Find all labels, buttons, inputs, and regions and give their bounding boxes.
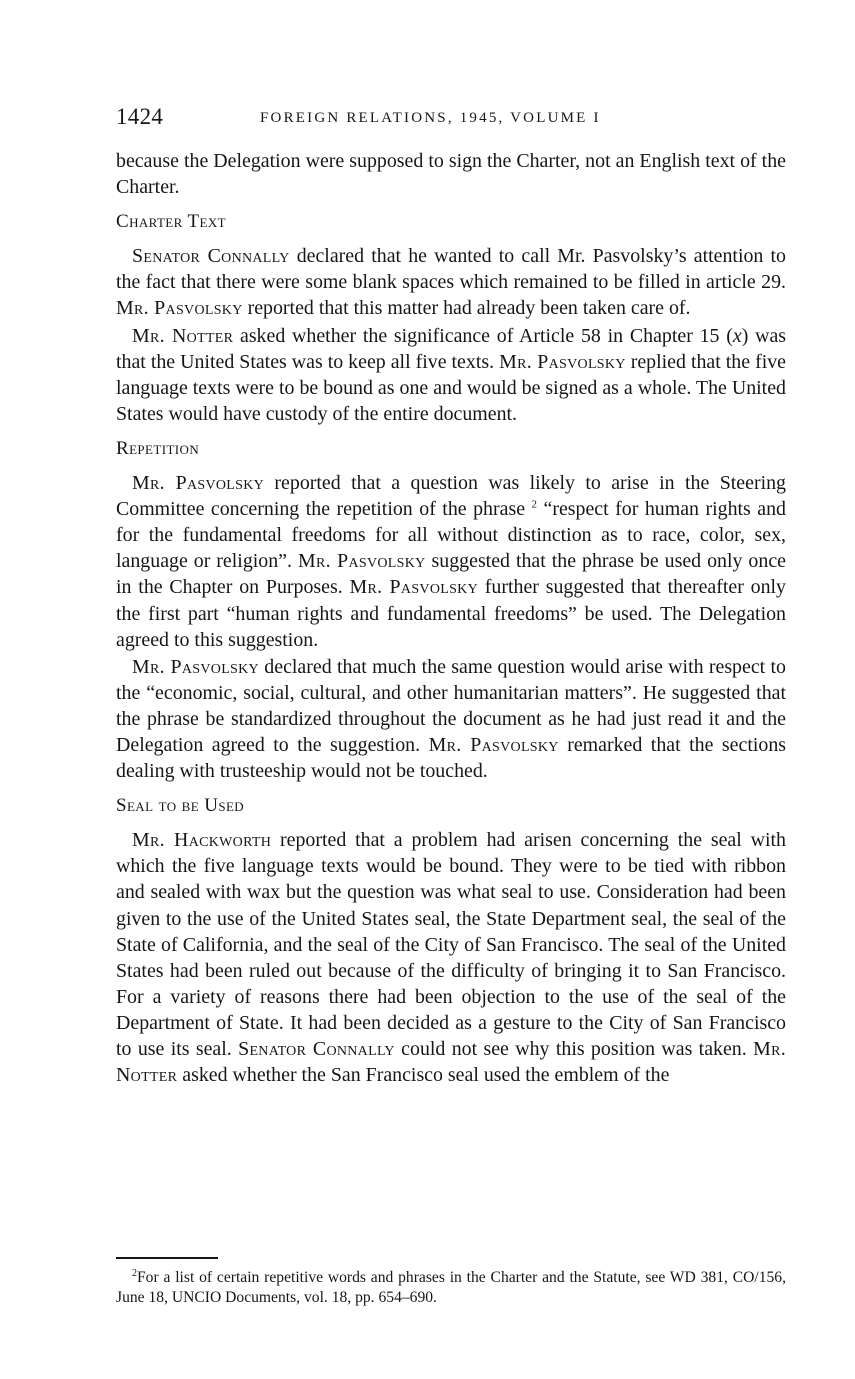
footnote-text: For a list of certain repetitive words and phrases in the Charter and the Statute, see WD 381, CO/156, June 18, UNCIO Documents, vol. 18, pp. 654–690.	[116, 1269, 786, 1306]
footnote-reference[interactable]: 2	[531, 498, 538, 511]
paragraph-continuation: because the Delegation were supposed to sign the Charter, not an English text of the Charter.	[116, 150, 786, 199]
speaker-name: Senator Connally	[238, 1038, 395, 1060]
section-heading-seal-to-be-used: Seal to be Used	[116, 795, 245, 817]
footnote-marker: 2	[132, 1267, 137, 1279]
footnote	[116, 1268, 786, 1308]
speaker-name: Mr. Pasvolsky	[116, 297, 243, 320]
section-heading-charter-text: Charter Text	[116, 211, 226, 233]
page-header	[116, 104, 786, 136]
paragraph: Mr. Pasvolsky declared that much the same question would arise with respect to the “economic, social, cultural, and other humanitarian matters”. He suggested that the phrase be standardized throughout the document as he had just read it and the Delegation agreed to the suggestion. Mr. Pasvolsky remarked that the sections dealing with trusteeship would not be touched.	[116, 655, 786, 783]
speaker-name: Senator Connally	[132, 245, 290, 268]
paragraph: Senator Connally declared that he wanted to call Mr. Pasvolsky’s attention to the fact that there were some blank spaces which remained to be filled in article 29. Mr. Pasvolsky reported that this matter had already been taken care of.	[116, 245, 787, 320]
speaker-name: Mr. Notter	[116, 1038, 786, 1087]
body-text	[116, 148, 786, 1088]
section-heading-repetition: Repetition	[116, 437, 200, 459]
footnote-divider	[116, 1257, 218, 1259]
speaker-name: Mr. Hackworth	[132, 829, 272, 852]
speaker-name: Mr. Pasvolsky	[428, 733, 559, 756]
speaker-name: Mr. Pasvolsky	[297, 550, 426, 573]
paragraph: Mr. Notter asked whether the significance of Article 58 in Chapter 15 (x) was that the United States was to keep all five texts. Mr. Pasvolsky replied that the five language texts were to be bound as one and would be signed as a whole. The United States would have custody of the entire document.	[116, 324, 787, 425]
speaker-name: Mr. Notter	[132, 324, 234, 347]
page-number: 1424	[116, 104, 164, 129]
speaker-name: Mr. Pasvolsky	[499, 350, 626, 373]
speaker-name: Mr. Pasvolsky	[132, 472, 265, 495]
paragraph: Mr. Pasvolsky reported that a question was likely to arise in the Steering Committee concerning the repetition of the phrase $^2$ “respect for human rights and for the fundamental freedoms for all without distinction as to race, color, sex, language or religion”. Mr. Pasvolsky suggested that the phrase be used only once in the Chapter on Purposes. Mr. Pasvolsky further suggested that thereafter only the first part “human rights and fundamental freedoms” be used. The Delegation agreed to this suggestion.	[116, 472, 787, 651]
paragraph: Mr. Hackworth reported that a problem had arisen concerning the seal with which the five language texts would be bound. They were to be tied with ribbon and sealed with wax but the question was what seal to use. Consideration had been given to the use of the United States seal, the State Department seal, the seal of the State of California, and the seal of the City of San Francisco. The seal of the United States had been ruled out because of the difficulty of bringing it to San Francisco. For a variety of reasons there had been objection to the use of the seal of the Department of State. It had been decided as a gesture to the City of San Francisco to use its seal. Senator Connally could not see why this position was taken. Mr. Notter asked whether the San Francisco seal used the emblem of the	[116, 829, 786, 1087]
speaker-name: Mr. Pasvolsky	[349, 576, 478, 599]
italic-letter: x	[732, 324, 742, 347]
running-title: FOREIGN RELATIONS, 1945, VOLUME I	[260, 110, 601, 126]
speaker-name: Mr. Pasvolsky	[132, 655, 259, 678]
